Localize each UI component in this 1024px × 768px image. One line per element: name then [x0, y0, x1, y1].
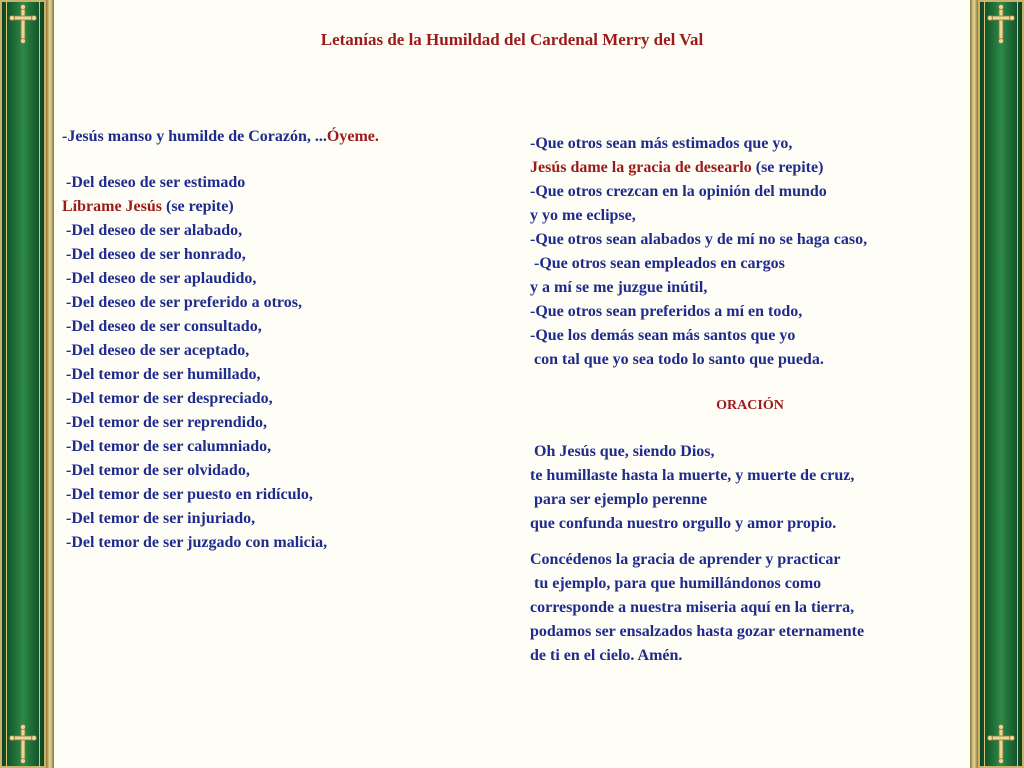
litany-item: -Del temor de ser calumniado, [62, 438, 272, 455]
litany-item: -Que otros sean más estimados que yo, [530, 135, 793, 152]
litany-item: -Del temor de ser injuriado, [62, 510, 256, 527]
litany-item: -Del temor de ser reprendido, [62, 414, 268, 431]
response-text: Líbrame Jesús [62, 198, 162, 215]
litany-item: -Del temor de ser humillado, [62, 366, 261, 383]
prayer-line: podamos ser ensalzados hasta gozar eternamente [530, 623, 865, 640]
litany-item: -Del temor de ser juzgado con malicia, [62, 534, 328, 551]
litany-item: y a mí se me juzgue inútil, [530, 279, 708, 296]
spacer [530, 418, 970, 440]
right-gold-edge [970, 0, 978, 768]
litany-item: -Que otros sean alabados y de mí no se haga caso, [530, 231, 868, 248]
litany-item: y yo me eclipse, [530, 207, 636, 224]
right-column [530, 132, 970, 668]
prayer-line: que confunda nuestro orgullo y amor propio. [530, 515, 837, 532]
prayer-line: de ti en el cielo. Amén. [530, 647, 683, 664]
invocation-response: Óyeme. [326, 128, 379, 145]
prayer-line: Oh Jesús que, siendo Dios, [530, 443, 715, 460]
litany-item: -Del temor de ser puesto en ridículo, [62, 486, 313, 503]
left-gold-edge [46, 0, 54, 768]
prayer-line: tu ejemplo, para que humillándonos como [530, 575, 822, 592]
prayer-line: para ser ejemplo perenne [530, 491, 708, 508]
litany-item: -Que otros crezcan en la opinión del mundo [530, 183, 827, 200]
page-title: Letanías de la Humildad del Cardenal Merry del Val [320, 30, 704, 49]
litany-item: -Que otros sean empleados en cargos [530, 255, 785, 272]
litany-item: -Del deseo de ser aplaudido, [62, 270, 257, 287]
left-column [62, 125, 482, 555]
response-note: (se repite) [751, 159, 824, 176]
litany-item: -Del temor de ser olvidado, [62, 462, 250, 479]
ornate-cross-icon [986, 724, 1016, 764]
right-border [978, 0, 1024, 768]
litany-item: con tal que yo sea todo lo santo que pueda. [530, 351, 824, 368]
litany-item: -Del deseo de ser honrado, [62, 246, 246, 263]
right-border-inner [984, 0, 1018, 768]
left-border-inner [6, 0, 40, 768]
litany-item: -Que otros sean preferidos a mí en todo, [530, 303, 803, 320]
oracion-heading: ORACIÓN [716, 398, 784, 413]
litany-item: -Del deseo de ser aceptado, [62, 342, 250, 359]
litany-item: -Del deseo de ser preferido a otros, [62, 294, 302, 311]
invocation-line [62, 125, 482, 149]
litany-item: -Que los demás sean más santos que yo [530, 327, 796, 344]
response-note: (se repite) [162, 198, 234, 215]
spacer [62, 149, 482, 171]
litany-item: -Del deseo de ser consultado, [62, 318, 262, 335]
prayer-line: Concédenos la gracia de aprender y practicar [530, 551, 841, 568]
litany-response [62, 195, 482, 219]
prayer-line: corresponde a nuestra miseria aquí en la tierra, [530, 599, 855, 616]
spacer [530, 372, 970, 394]
response-text: Jesús dame la gracia de desearlo [530, 159, 752, 176]
litany-item: -Del deseo de ser alabado, [62, 222, 243, 239]
litany-item: -Del temor de ser despreciado, [62, 390, 273, 407]
litany-item: -Del deseo de ser estimado [62, 174, 246, 191]
ornate-cross-icon [8, 724, 38, 764]
litany-response [530, 156, 970, 180]
prayer-line: te humillaste hasta la muerte, y muerte de cruz, [530, 467, 855, 484]
spacer [530, 536, 970, 548]
invocation-text: -Jesús manso y humilde de Corazón, ... [62, 128, 327, 145]
left-border [0, 0, 46, 768]
